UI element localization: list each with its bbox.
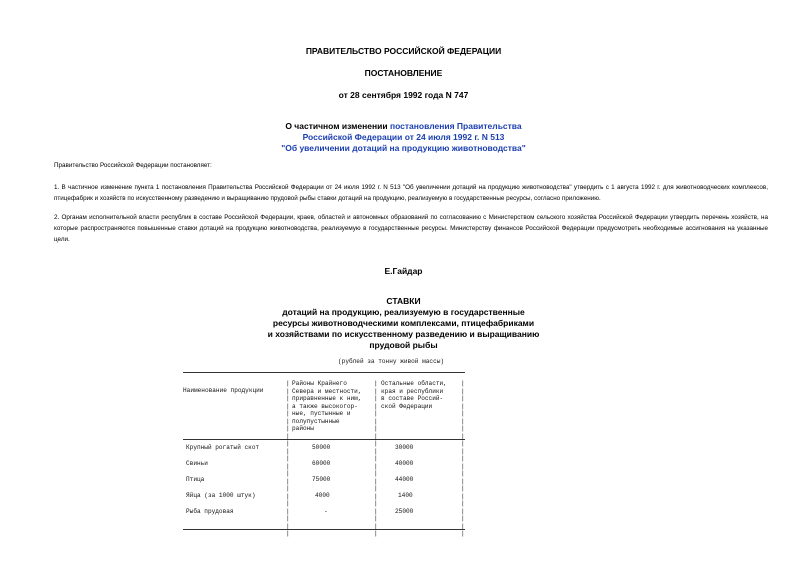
signature: Е.Гайдар [384, 266, 423, 276]
paragraph-2: 2. Органам исполнительной власти республик в составе Российской Федерации, краев, областей и автономных образований по согласованию с Министерством сельского хозяйства Российской Федерации утвердить перечень хозяйств, на которые распространяются повышенные ставки дотаций на продукцию животноводства, реализуемую в государственные ресурсы. Министерству финансов Российской Федерации предусмотреть необходимые ассигнования на указанные цели. [54, 214, 768, 243]
table-header-rule [183, 439, 465, 440]
row-north-value: 50000 [312, 444, 331, 451]
row-north-value: 75000 [312, 476, 331, 483]
row-product-name: Крупный рогатый скот [186, 444, 260, 451]
title-prefix: О частичном изменении [285, 121, 390, 131]
column-separator-2: | | | | | | | | | | | | | | | | | | | | | [374, 380, 378, 537]
table-top-rule [183, 372, 465, 373]
annex-subtitle-line1: дотаций на продукцию, реализуемую в государственные [282, 307, 525, 317]
row-product-name: Яйца (за 1000 штук) [186, 492, 256, 499]
row-north-value: 60000 [312, 460, 331, 467]
annex-subtitle-line4: прудовой рыбы [369, 340, 438, 350]
table-header-product: Наименование продукции [183, 387, 264, 394]
column-separator-3: | | | | | | | | | | | | | | | | | | | | | [461, 380, 465, 537]
row-other-value: 30000 [395, 444, 414, 451]
annex-title: СТАВКИ [386, 296, 421, 306]
document-date-number: от 28 сентября 1992 года N 747 [338, 90, 469, 100]
document-type: ПОСТАНОВЛЕНИЕ [364, 68, 443, 78]
paragraph-1 [54, 182, 768, 204]
annex-subtitle-line2: ресурсы животноводческими комплексами, птицефабриками [272, 318, 535, 328]
row-product-name: Птица [186, 476, 205, 483]
row-other-value: 25000 [395, 508, 414, 515]
row-other-value: 1400 [398, 492, 413, 499]
unit-note: (рублей за тонну живой массы) [338, 358, 445, 365]
related-decree-link[interactable]: постановления Правительства [389, 121, 522, 131]
paragraph-1-text: 1. В частичное изменение пункта 1 постановления Правительства Российской Федерации от 24 июля 1992 г. N 513 "Об увеличении дотаций на продукцию животноводства" утвердить с 1 августа 1992 г. для животноводческих комплексов, птицефабрик и хозяйств по искусственному разведению и выращиванию прудовой рыбы ставки дотаций на продукцию, реализуемую в государственные ресурсы, согласно приложению. [54, 184, 768, 202]
row-other-value: 40000 [395, 460, 414, 467]
related-decree-link-line3[interactable]: "Об увеличении дотаций на продукцию животноводства" [281, 143, 526, 153]
column-separator-1: | | | | | | | | | | | | | | | | | | | | | [286, 380, 290, 537]
table-bottom-rule [183, 529, 465, 530]
related-decree-link-line2[interactable]: Российской Федерации от 24 июля 1992 г. N 513 [302, 132, 505, 142]
annex-subtitle-line3: и хозяйствами по искусственному разведению и выращиванию [267, 329, 540, 339]
government-heading: ПРАВИТЕЛЬСТВО РОССИЙСКОЙ ФЕДЕРАЦИИ [305, 46, 502, 56]
row-product-name: Рыба прудовая [186, 508, 234, 515]
row-other-value: 44000 [395, 476, 414, 483]
table-header-north: Районы Крайнего Севера и местности, приравненные к ним, а также высокогор- ные, пустынные и полупустынные районы [292, 380, 362, 432]
table-header-other: Остальные области, края и республики в составе Россий- ской Федерации [381, 380, 447, 410]
document-title-line1 [0, 121, 807, 132]
row-north-value: 4000 [315, 492, 330, 499]
row-product-name: Свиньи [186, 460, 208, 467]
row-north-value: - [324, 508, 328, 515]
intro-paragraph: Правительство Российской Федерации постановляет: [54, 162, 212, 169]
